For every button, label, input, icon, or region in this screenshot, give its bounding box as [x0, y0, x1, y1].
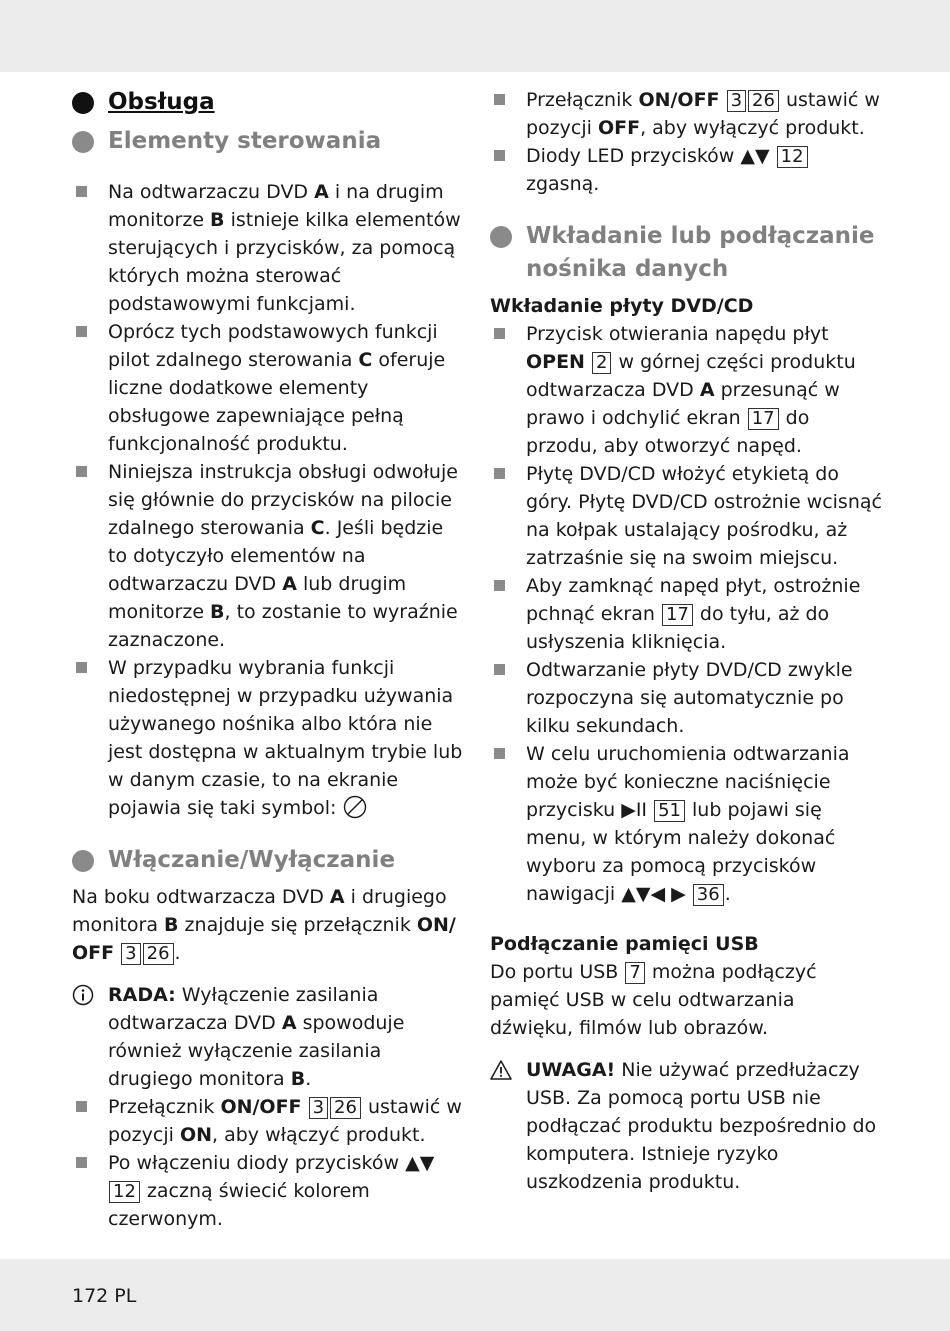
square-bullet-icon — [494, 580, 505, 591]
list-item: W przypadku wybrania funkcji niedostępnej w przypadku używania używanego nośnika albo która nie jest dostępna w aktualnym trybie lub w danym czasie, to na ekranie pojawia się taki symbol: — [72, 654, 464, 822]
heading-wkladanie: Wkładanie lub podłączanie nośnika danych — [490, 220, 882, 286]
bullet-dot-icon — [72, 850, 94, 872]
list-item: W celu uruchomienia odtwarzania może być konieczne naciśnięcie przycisku ▶II 51 lub pojawi się menu, w którym należy dokonać wyboru za pomocą przycisków nawigacji ▲▼◀ ▶ 36 . — [490, 740, 882, 908]
list-item: Przycisk otwierania napędu płyt OPEN 2 w górnej części produktu odtwarzacza DVD A przesunąć w prawo i odchylić ekran 17 do przodu, aby otworzyć napęd. — [490, 320, 882, 460]
ref-box: 26 — [748, 90, 779, 112]
ref-box: 12 — [109, 1181, 140, 1203]
bullet-dot-icon — [490, 226, 512, 248]
subheading-usb: Podłączanie pamięci USB — [490, 933, 759, 955]
top-band — [0, 0, 950, 72]
ref-box: 26 — [143, 943, 174, 965]
square-bullet-icon — [76, 1157, 87, 1168]
list-item: Płytę DVD/CD włożyć etykietą do góry. Płytę DVD/CD ostrożnie wcisnąć na kołpak ustalający pośrodku, aż zatrzaśnie się na swoim miejscu. — [490, 460, 882, 572]
ref-box: 26 — [330, 1097, 361, 1119]
square-bullet-icon — [76, 1101, 87, 1112]
page-number: 172 PL — [72, 1285, 137, 1307]
square-bullet-icon — [494, 664, 505, 675]
list-item: Niniejsza instrukcja obsługi odwołuje się głównie do przycisków na pilocie zdalnego sterowania C. Jeśli będzie to dotyczyło elementów na odtwarzaczu DVD A lub drugim monitorze B, to zostanie to wyraźnie zaznaczone. — [72, 458, 464, 654]
list-item: Przełącznik ON/OFF 3 26 ustawić w pozycji ON, aby włączyć produkt. — [72, 1093, 464, 1149]
bullet-dot-icon — [72, 131, 94, 153]
list-item: Diody LED przycisków ▲▼ 12 zgasną. — [490, 142, 882, 198]
list-item: Na odtwarzaczu DVD A i na drugim monitorze B istnieje kilka elementów sterujących i przycisków, za pomocą których można sterować podstawowymi funkcjami. — [72, 178, 464, 318]
heading-obsluga: Obsługa — [72, 86, 464, 119]
not-available-symbol-icon — [343, 795, 367, 819]
ref-box: 3 — [309, 1097, 328, 1119]
square-bullet-icon — [494, 468, 505, 479]
square-bullet-icon — [494, 748, 505, 759]
ref-box: 17 — [748, 408, 779, 430]
right-column — [490, 86, 882, 1196]
paragraph-usb: Do portu USB 7 można podłączyć pamięć USB w celu odtwarzania dźwięku, filmów lub obrazów. — [490, 961, 817, 1039]
heading-elementy-sterowania: Elementy sterowania — [72, 125, 464, 158]
list-item: Przełącznik ON/OFF 3 26 ustawić w pozycji OFF, aby wyłączyć produkt. — [490, 86, 882, 142]
list-item: Oprócz tych podstawowych funkcji pilot zdalnego sterowania C oferuje liczne dodatkowe elementy obsługowe zapewniające pełną funkcjonalność produktu. — [72, 318, 464, 458]
ref-box: 17 — [662, 604, 693, 626]
list-item: Odtwarzanie płyty DVD/CD zwykle rozpoczyna się automatycznie po kilku sekundach. — [490, 656, 882, 740]
bullet-dot-icon — [72, 92, 94, 114]
list-item: Po włączeniu diody przycisków ▲▼ 12 zaczną świecić kolorem czerwonym. — [72, 1149, 464, 1233]
tip-note: RADA: Wyłączenie zasilania odtwarzacza DVD A spowoduje również wyłączenie zasilania drugiego monitora B. — [72, 981, 464, 1093]
ref-box: 36 — [693, 884, 724, 906]
heading-wlaczanie: Włączanie/Wyłączanie — [72, 844, 464, 877]
subheading-disc: Wkładanie płyty DVD/CD — [490, 295, 754, 317]
warning-triangle-icon — [490, 1059, 512, 1081]
info-icon — [72, 984, 94, 1006]
ref-box: 51 — [654, 800, 685, 822]
ref-box: 2 — [592, 352, 611, 374]
paragraph-power: Na boku odtwarzacza DVD A i drugiego monitora B znajduje się przełącznik ON/ OFF 3 26 . — [72, 886, 456, 964]
square-bullet-icon — [494, 94, 505, 105]
ref-box: 12 — [777, 146, 808, 168]
square-bullet-icon — [494, 328, 505, 339]
list-item: Aby zamknąć napęd płyt, ostrożnie pchnąć ekran 17 do tyłu, aż do usłyszenia kliknięcia. — [490, 572, 882, 656]
square-bullet-icon — [76, 186, 87, 197]
ref-box: 3 — [121, 943, 140, 965]
bottom-band — [0, 1259, 950, 1331]
ref-box: 7 — [625, 962, 644, 984]
warning-note: UWAGA! Nie używać przedłużaczy USB. Za pomocą portu USB nie podłączać produktu bezpośrednio do komputera. Istnieje ryzyko uszkodzenia produktu. — [490, 1056, 882, 1196]
left-column — [72, 86, 464, 1233]
ref-box: 3 — [727, 90, 746, 112]
square-bullet-icon — [76, 662, 87, 673]
square-bullet-icon — [76, 466, 87, 477]
square-bullet-icon — [76, 326, 87, 337]
square-bullet-icon — [494, 150, 505, 161]
